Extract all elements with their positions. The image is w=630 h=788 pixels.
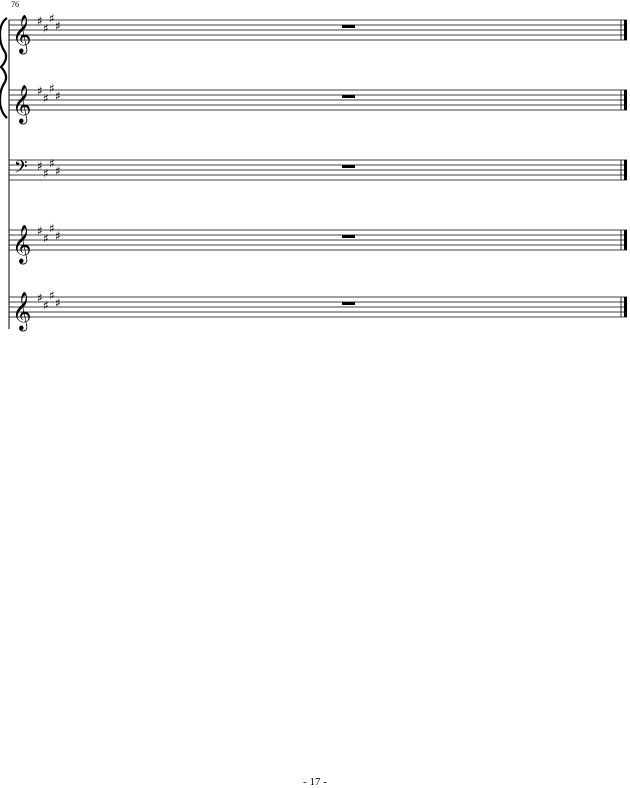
sharp-icon: ♯: [49, 156, 55, 171]
sharp-icon: ♯: [55, 19, 61, 33]
staff-5: [9, 289, 627, 333]
staff-4: [9, 222, 627, 266]
treble-clef-icon: 𝄞: [12, 14, 32, 53]
barline-thick: [624, 297, 627, 317]
whole-rest-icon: [342, 25, 355, 28]
sharp-icon: ♯: [43, 298, 49, 313]
staff-3: [9, 157, 627, 182]
treble-clef-icon: 𝄞: [12, 291, 32, 330]
whole-rest-icon: [342, 302, 355, 305]
sharp-icon: ♯: [37, 159, 43, 173]
sharp-icon: ♯: [43, 91, 49, 106]
sharp-icon: ♯: [49, 288, 55, 303]
sharp-icon: ♯: [37, 224, 43, 238]
sharp-icon: ♯: [37, 84, 43, 98]
sharp-icon: ♯: [55, 164, 61, 178]
staff-2: [9, 82, 627, 126]
sharp-icon: ♯: [37, 14, 43, 28]
whole-rest-icon: [342, 165, 355, 168]
barline-thick: [624, 160, 627, 180]
sharp-icon: ♯: [43, 21, 49, 36]
barline-thick: [624, 90, 627, 110]
whole-rest-icon: [342, 235, 355, 238]
sharp-icon: ♯: [37, 291, 43, 305]
treble-clef-icon: 𝄞: [12, 84, 32, 123]
page-number: - 17 -: [303, 776, 327, 788]
brace: [0, 18, 7, 118]
barline-thick: [624, 20, 627, 40]
staff-1: [9, 12, 627, 56]
bass-clef-icon: 𝄢: [14, 157, 28, 181]
sharp-icon: ♯: [49, 81, 55, 96]
sharp-icon: ♯: [55, 296, 61, 310]
treble-clef-icon: 𝄞: [12, 224, 32, 263]
sharp-icon: ♯: [49, 11, 55, 26]
whole-rest-icon: [342, 95, 355, 98]
sharp-icon: ♯: [43, 231, 49, 246]
barline-thick: [624, 230, 627, 250]
measure-number: 76: [11, 0, 19, 9]
sharp-icon: ♯: [55, 89, 61, 103]
sharp-icon: ♯: [49, 221, 55, 236]
sharp-icon: ♯: [55, 229, 61, 243]
sharp-icon: ♯: [43, 166, 49, 181]
